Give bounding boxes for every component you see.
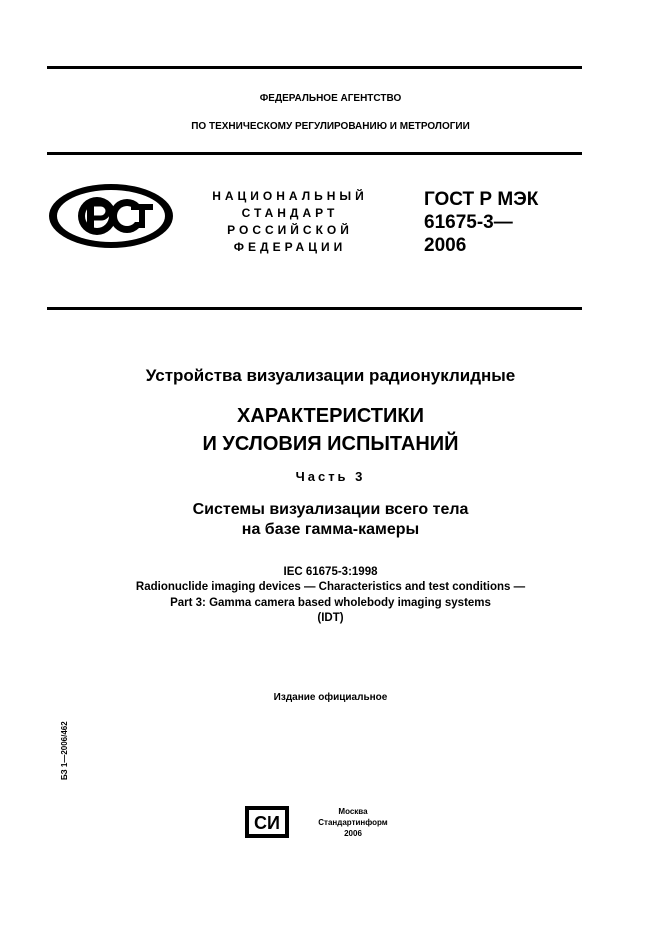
official-edition: Издание официальное: [273, 692, 388, 703]
designation-line-1: НАЦИОНАЛЬНЫЙ: [212, 189, 368, 203]
gost-line-3: 2006: [424, 235, 467, 256]
publisher-city: Москва: [338, 807, 368, 816]
main-title-line-1: ХАРАКТЕРИСТИКИ: [237, 405, 424, 427]
publisher-logo: [245, 806, 289, 843]
standard-designation: [195, 188, 385, 256]
header-rule: [47, 152, 582, 155]
main-title-line-2: И УСЛОВИЯ ИСПЫТАНИЙ: [202, 433, 459, 455]
part-title-line-1: Системы визуализации всего тела: [192, 501, 469, 518]
agency-line-2: ПО ТЕХНИЧЕСКОМУ РЕГУЛИРОВАНИЮ И МЕТРОЛОГИИ: [191, 121, 470, 132]
iec-title-line-3: (IDT): [317, 612, 344, 624]
designation-line-4: ФЕДЕРАЦИИ: [233, 240, 347, 254]
publisher-name: Стандартинформ: [318, 818, 388, 827]
designation-line-3: РОССИЙСКОЙ: [227, 223, 353, 237]
gost-line-1: ГОСТ Р МЭК: [424, 189, 539, 210]
publisher-imprint: [318, 806, 388, 839]
publisher-logo-text: СИ: [254, 813, 280, 833]
gost-line-2: 61675-3—: [424, 212, 513, 233]
iec-number: IEC 61675-3:1998: [283, 566, 378, 578]
part-label: Часть 3: [295, 469, 366, 484]
iec-title-line-1: Radionuclide imaging devices — Characteristics and test conditions —: [135, 581, 526, 593]
gost-r-logo: [47, 182, 175, 255]
subject-title: Устройства визуализации радионуклидные: [145, 366, 516, 385]
designation-line-2: СТАНДАРТ: [241, 206, 339, 220]
logo-rule: [47, 307, 582, 310]
agency-line-1: ФЕДЕРАЛЬНОЕ АГЕНТСТВО: [259, 93, 402, 104]
iec-title-line-2: Part 3: Gamma camera based wholebody imaging systems: [170, 597, 491, 609]
publisher-year: 2006: [344, 829, 362, 838]
top-rule: [47, 66, 582, 69]
gost-number: [424, 188, 538, 257]
part-title-line-2: на базе гамма-камеры: [241, 521, 420, 538]
side-code: БЗ 1—2006/462: [60, 721, 69, 780]
